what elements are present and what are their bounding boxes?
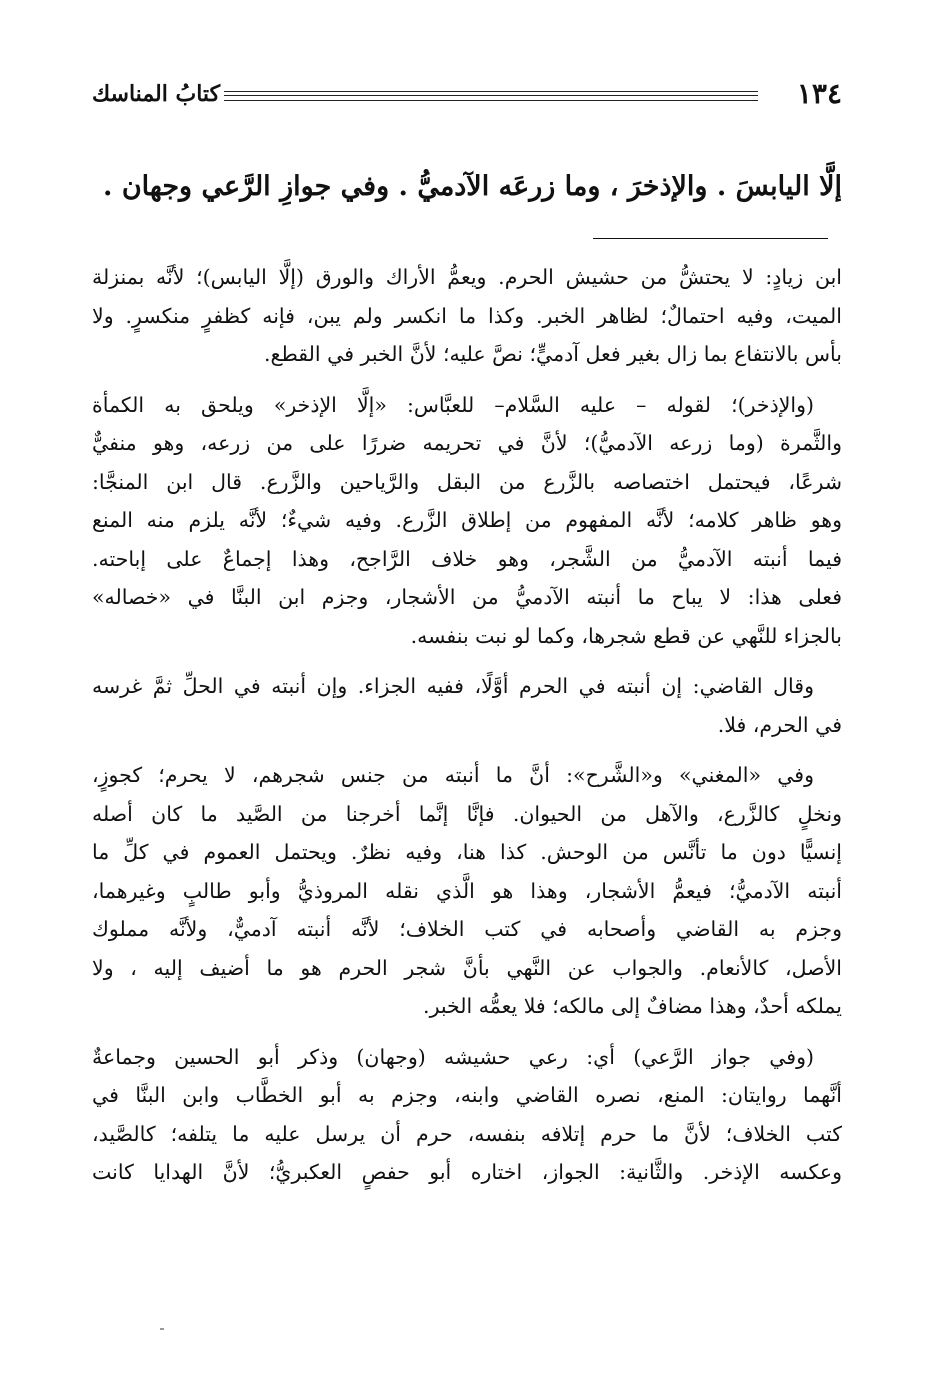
text-line: (والإذخر)؛ لقوله – عليه السَّلام– للعبَّاس: «إلَّا الإذخر» ويلحق به الكمأة — [92, 392, 814, 417]
text-line: وقال القاضي: إن أنبته في الحرم أوَّلًا، ففيه الجزاء. وإن أنبته في الحلِّ ثمَّ غرسه — [92, 674, 814, 698]
text-line: الأصل، كالأنعام. والجواب عن النَّهي بأنَّ شجر الحرم هو ما أضيف إليه ، ولا — [92, 955, 842, 980]
scan-speck — [160, 1328, 164, 1330]
commentary-paragraph — [92, 756, 842, 1026]
text-line: يملكه أحدٌ، وهذا مضافٌ إلى مالكه؛ فلا يعمُّه الخبر. — [423, 994, 842, 1018]
text-line: كتب الخلاف؛ لأنَّ ما حرم إتلافه بنفسه، حرم أن يرسل عليه ما يتلفه؛ كالصَّيد، — [92, 1121, 842, 1146]
commentary-body — [92, 258, 842, 1204]
text-line: (وفي جواز الرَّعي) أي: رعي حشيشه (وجهان) وذكر أبو الحسين وجماعةٌ — [92, 1044, 814, 1069]
text-line: فعلى هذا: لا يباح ما أنبته الآدميُّ من الأشجار، وجزم ابن البنَّا في «خصاله» — [92, 585, 842, 609]
matn-text: إلَّا اليابسَ . والإذخرَ ، وما زرعَه الآدميُّ . وفي جوازِ الرَّعي وجهان . — [103, 171, 842, 202]
text-line: بأس بالانتفاع بما زال بغير فعل آدميٍّ؛ نصَّ عليه؛ لأنَّ الخبر في القطع. — [264, 342, 842, 366]
text-line: فيما أنبته الآدميُّ من الشَّجر، وهو خلاف الرَّاجح، وهذا إجماعٌ على إباحته. — [92, 546, 842, 571]
text-line: الميت، وفيه احتمالٌ؛ لظاهر الخبر. وكذا ما انكسر ولم يبن، فإنه كظفرٍ منكسرٍ. ولا — [92, 303, 842, 328]
text-line: أنبته الآدميُّ؛ فيعمُّ الأشجار، وهذا هو الَّذي نقله المروذيُّ وأبو طالبٍ وغيرهما، — [92, 878, 842, 903]
commentary-paragraph — [92, 386, 842, 656]
text-line: وفي «المغني» و«الشَّرح»: أنَّ ما أنبته من جنس شجرهم، لا يحرم؛ كجوزٍ، — [92, 763, 814, 787]
text-line: ابن زيادٍ: لا يحتشُّ من حشيش الحرم. ويعمُّ الأراك والورق (إلَّا اليابس)؛ لأنَّه بمنزلة — [92, 265, 842, 289]
text-line: وعكسه الإذخر. والثَّانية: الجواز، اختاره أبو حفصٍ العكبريُّ؛ لأنَّ الهدايا كانت — [92, 1160, 842, 1184]
text-line: أنَّهما روايتان: المنع، نصره القاضي وابنه، وجزم به أبو الخطَّاب وابن البنَّا في — [92, 1083, 842, 1107]
text-line: وهو ظاهر كلامه؛ لأنَّه المفهوم من إطلاق الزَّرع. وفيه شيءٌ؛ لأنَّه يلزم منه المنع — [92, 508, 842, 532]
matn-separator-rule — [593, 238, 828, 239]
text-line: والثَّمرة (وما زرعه الآدميُّ)؛ لأنَّ في تحريمه ضررًا على من زرعه، وهو منفيٌّ — [92, 431, 842, 455]
commentary-paragraph — [92, 258, 842, 374]
page-number: ١٣٤ — [796, 77, 842, 110]
text-line: إنسيًّا دون ما تأنَّس من الوحش. كذا هنا، وفيه نظرٌ. ويحتمل العموم في كلِّ ما — [92, 840, 842, 864]
text-line: وجزم به القاضي وأصحابه في كتب الخلاف؛ لأنَّه أنبته آدميٌّ، ولأنَّه مملوك — [92, 917, 842, 941]
text-line: شرعًا، فيحتمل اختصاصه بالزَّرع من البقل والرَّياحين والزَّرع. قال ابن المنجَّا: — [92, 469, 842, 494]
page-header — [92, 76, 842, 116]
text-line: ونخلٍ كالزَّرع، والآهل من الحيوان. فإنَّا إنَّما أخرجنا من الصَّيد ما كان أصله — [92, 801, 842, 826]
commentary-paragraph — [92, 1038, 842, 1192]
header-double-rule — [224, 91, 758, 101]
text-line: بالجزاء للنَّهي عن قطع شجرها، وكما لو نبت بنفسه. — [410, 623, 842, 648]
commentary-paragraph — [92, 667, 842, 744]
text-line: في الحرم، فلا. — [717, 712, 842, 737]
running-title: كتابُ المناسك — [92, 81, 221, 107]
